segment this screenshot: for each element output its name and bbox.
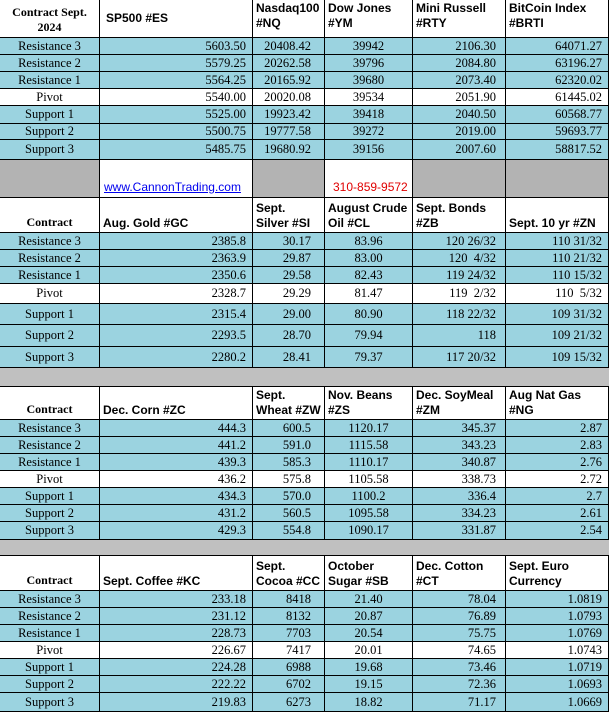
level-value: 434.3 <box>100 488 253 505</box>
column-header <box>325 0 413 38</box>
level-value: 2385.8 <box>100 233 253 250</box>
column-header-label: Contract <box>26 402 73 416</box>
column-header-label: Sept. Cocoa #CC <box>256 559 321 588</box>
level-value: 441.2 <box>100 437 253 454</box>
column-header-label: October Sugar #SB <box>328 559 389 588</box>
column-header <box>413 387 506 420</box>
level-value: 439.3 <box>100 454 253 471</box>
level-value: 19680.92 <box>253 140 325 160</box>
level-value: 5564.25 <box>100 72 253 89</box>
level-value: 2040.50 <box>413 106 506 124</box>
column-header <box>325 198 413 233</box>
level-value: 222.22 <box>100 676 253 693</box>
column-header <box>413 556 506 591</box>
level-value: 78.04 <box>413 591 506 608</box>
section-separator <box>0 540 609 556</box>
level-value: 1100.2 <box>325 488 413 505</box>
level-value: 21.40 <box>325 591 413 608</box>
level-value: 76.89 <box>413 608 506 625</box>
level-value: 117 20/32 <box>413 347 506 368</box>
level-value: 61445.02 <box>506 89 609 106</box>
column-header-label: Aug Nat Gas #NG <box>509 388 582 417</box>
level-value: 110 15/32 <box>506 267 609 284</box>
section-separator <box>0 160 609 198</box>
level-value: 2315.4 <box>100 304 253 325</box>
level-value: 64071.27 <box>506 38 609 55</box>
level-value: 20.87 <box>325 608 413 625</box>
level-value: 2051.90 <box>413 89 506 106</box>
level-value: 2.72 <box>506 471 609 488</box>
level-value: 62320.02 <box>506 72 609 89</box>
resistance-3-row-label: Resistance 3 <box>0 420 100 437</box>
level-value: 2.87 <box>506 420 609 437</box>
level-value: 340.87 <box>413 454 506 471</box>
level-value: 2.7 <box>506 488 609 505</box>
level-value: 2007.60 <box>413 140 506 160</box>
level-value: 2019.00 <box>413 124 506 140</box>
column-header-label: August Crude Oil #CL <box>328 201 408 230</box>
level-value: 39796 <box>325 55 413 72</box>
level-value: 5540.00 <box>100 89 253 106</box>
separator-cell <box>506 160 609 197</box>
level-value: 6273 <box>253 693 325 712</box>
column-header <box>506 0 609 38</box>
level-value: 83.96 <box>325 233 413 250</box>
column-header-label: Sept. Silver #SI <box>256 201 311 230</box>
level-value: 336.4 <box>413 488 506 505</box>
level-value: 2280.2 <box>100 347 253 368</box>
level-value: 5579.25 <box>100 55 253 72</box>
level-value: 2106.30 <box>413 38 506 55</box>
level-value: 39272 <box>325 124 413 140</box>
level-value: 228.73 <box>100 625 253 642</box>
resistance-2-row-label: Resistance 2 <box>0 437 100 454</box>
level-value: 18.82 <box>325 693 413 712</box>
support-3-row-label: Support 3 <box>0 693 100 712</box>
level-value: 1.0743 <box>506 642 609 659</box>
column-header-label: Contract <box>26 573 73 587</box>
column-header-label: Dec. SoyMeal #ZM <box>416 388 494 417</box>
level-value: 1.0669 <box>506 693 609 712</box>
separator-cell <box>413 160 506 197</box>
pivot-row-label: Pivot <box>0 284 100 304</box>
level-value: 2.61 <box>506 505 609 522</box>
level-value: 226.67 <box>100 642 253 659</box>
column-header-label: Mini Russell #RTY <box>416 1 487 30</box>
level-value: 39680 <box>325 72 413 89</box>
phone-number: 310-859-9572 <box>333 180 408 194</box>
level-value: 331.87 <box>413 522 506 540</box>
level-value: 2073.40 <box>413 72 506 89</box>
resistance-3-row-label: Resistance 3 <box>0 591 100 608</box>
column-header-label: Sept. Euro Currency <box>509 559 570 588</box>
level-value: 71.17 <box>413 693 506 712</box>
level-value: 2084.80 <box>413 55 506 72</box>
column-header-label: Nasdaq100 #NQ <box>256 1 320 30</box>
support-1-row-label: Support 1 <box>0 488 100 505</box>
column-header <box>253 387 325 420</box>
column-header <box>253 0 325 38</box>
level-value: 20165.92 <box>253 72 325 89</box>
level-value: 82.43 <box>325 267 413 284</box>
column-header <box>413 198 506 233</box>
support-2-row-label: Support 2 <box>0 325 100 347</box>
support-1-row-label: Support 1 <box>0 659 100 676</box>
level-value: 1115.58 <box>325 437 413 454</box>
level-value: 39534 <box>325 89 413 106</box>
level-value: 2328.7 <box>100 284 253 304</box>
support-2-row-label: Support 2 <box>0 505 100 522</box>
support-3-row-label: Support 3 <box>0 140 100 160</box>
level-value: 29.87 <box>253 250 325 267</box>
level-value: 29.29 <box>253 284 325 304</box>
column-header <box>0 556 100 591</box>
level-value: 1.0769 <box>506 625 609 642</box>
level-value: 20020.08 <box>253 89 325 106</box>
column-header-label: Sept. 10 yr #ZN <box>509 216 596 230</box>
level-value: 5525.00 <box>100 106 253 124</box>
column-header <box>506 198 609 233</box>
level-value: 1095.58 <box>325 505 413 522</box>
level-value: 83.00 <box>325 250 413 267</box>
level-value: 119 24/32 <box>413 267 506 284</box>
column-header <box>100 556 253 591</box>
level-value: 338.73 <box>413 471 506 488</box>
column-header-label: Dec. Cotton #CT <box>416 559 484 588</box>
support-1-row-label: Support 1 <box>0 106 100 124</box>
level-value: 7417 <box>253 642 325 659</box>
support-2-row-label: Support 2 <box>0 124 100 140</box>
level-value: 2293.5 <box>100 325 253 347</box>
level-value: 224.28 <box>100 659 253 676</box>
level-value: 59693.77 <box>506 124 609 140</box>
level-value: 575.8 <box>253 471 325 488</box>
level-value: 79.37 <box>325 347 413 368</box>
level-value: 72.36 <box>413 676 506 693</box>
resistance-3-row-label: Resistance 3 <box>0 38 100 55</box>
column-header <box>100 0 253 38</box>
level-value: 554.8 <box>253 522 325 540</box>
column-header <box>325 387 413 420</box>
level-value: 110 21/32 <box>506 250 609 267</box>
resistance-3-row-label: Resistance 3 <box>0 233 100 250</box>
level-value: 30.17 <box>253 233 325 250</box>
level-value: 345.37 <box>413 420 506 437</box>
level-value: 591.0 <box>253 437 325 454</box>
column-header <box>253 556 325 591</box>
column-header <box>506 556 609 591</box>
level-value: 2.83 <box>506 437 609 454</box>
separator-cell <box>253 160 325 197</box>
column-header-label: Sept. Wheat #ZW <box>256 388 321 417</box>
level-value: 1.0719 <box>506 659 609 676</box>
separator-cell <box>0 160 100 197</box>
column-header <box>0 0 100 38</box>
level-value: 219.83 <box>100 693 253 712</box>
level-value: 1120.17 <box>325 420 413 437</box>
level-value: 8132 <box>253 608 325 625</box>
column-header-label: Sept. Coffee #KC <box>103 574 201 588</box>
pivot-row-label: Pivot <box>0 89 100 106</box>
level-value: 7703 <box>253 625 325 642</box>
resistance-2-row-label: Resistance 2 <box>0 55 100 72</box>
level-value: 118 <box>413 325 506 347</box>
level-value: 1110.17 <box>325 454 413 471</box>
column-header <box>0 198 100 233</box>
level-value: 109 15/32 <box>506 347 609 368</box>
column-header-label: Sept. Bonds #ZB <box>416 201 487 230</box>
support-3-row-label: Support 3 <box>0 522 100 540</box>
level-value: 343.23 <box>413 437 506 454</box>
level-value: 29.58 <box>253 267 325 284</box>
website-link[interactable]: www.CannonTrading.com <box>104 180 241 194</box>
level-value: 29.00 <box>253 304 325 325</box>
level-value: 120 4/32 <box>413 250 506 267</box>
support-2-row-label: Support 2 <box>0 676 100 693</box>
level-value: 60568.77 <box>506 106 609 124</box>
level-value: 1.0819 <box>506 591 609 608</box>
level-value: 5603.50 <box>100 38 253 55</box>
level-value: 19777.58 <box>253 124 325 140</box>
level-value: 1105.58 <box>325 471 413 488</box>
level-value: 231.12 <box>100 608 253 625</box>
support-3-row-label: Support 3 <box>0 347 100 368</box>
level-value: 2.76 <box>506 454 609 471</box>
level-value: 5500.75 <box>100 124 253 140</box>
support-1-row-label: Support 1 <box>0 304 100 325</box>
level-value: 8418 <box>253 591 325 608</box>
level-value: 39418 <box>325 106 413 124</box>
level-value: 429.3 <box>100 522 253 540</box>
level-value: 109 31/32 <box>506 304 609 325</box>
level-value: 233.18 <box>100 591 253 608</box>
level-value: 119 2/32 <box>413 284 506 304</box>
column-header <box>253 198 325 233</box>
level-value: 2.54 <box>506 522 609 540</box>
level-value: 20.01 <box>325 642 413 659</box>
column-header-label: BitCoin Index #BRTI <box>509 1 587 30</box>
level-value: 20262.58 <box>253 55 325 72</box>
level-value: 1.0693 <box>506 676 609 693</box>
level-value: 20408.42 <box>253 38 325 55</box>
level-value: 570.0 <box>253 488 325 505</box>
level-value: 28.70 <box>253 325 325 347</box>
level-value: 19.15 <box>325 676 413 693</box>
column-header-label: Contract <box>26 215 73 229</box>
pivot-row-label: Pivot <box>0 471 100 488</box>
level-value: 2350.6 <box>100 267 253 284</box>
column-header <box>413 0 506 38</box>
column-header <box>506 387 609 420</box>
level-value: 79.94 <box>325 325 413 347</box>
level-value: 5485.75 <box>100 140 253 160</box>
level-value: 39942 <box>325 38 413 55</box>
resistance-1-row-label: Resistance 1 <box>0 267 100 284</box>
level-value: 28.41 <box>253 347 325 368</box>
resistance-2-row-label: Resistance 2 <box>0 608 100 625</box>
level-value: 436.2 <box>100 471 253 488</box>
level-value: 600.5 <box>253 420 325 437</box>
level-value: 75.75 <box>413 625 506 642</box>
level-value: 444.3 <box>100 420 253 437</box>
column-header-label: Nov. Beans #ZS <box>328 388 393 417</box>
level-value: 1090.17 <box>325 522 413 540</box>
level-value: 39156 <box>325 140 413 160</box>
resistance-1-row-label: Resistance 1 <box>0 454 100 471</box>
column-header-label: Dow Jones #YM <box>328 1 392 30</box>
level-value: 334.23 <box>413 505 506 522</box>
level-value: 120 26/32 <box>413 233 506 250</box>
column-header-label: SP500 #ES <box>106 11 169 25</box>
column-header-label: Aug. Gold #GC <box>103 216 189 230</box>
level-value: 560.5 <box>253 505 325 522</box>
level-value: 20.54 <box>325 625 413 642</box>
column-header <box>0 387 100 420</box>
level-value: 73.46 <box>413 659 506 676</box>
resistance-1-row-label: Resistance 1 <box>0 625 100 642</box>
level-value: 1.0793 <box>506 608 609 625</box>
pivot-row-label: Pivot <box>0 642 100 659</box>
level-value: 80.90 <box>325 304 413 325</box>
level-value: 19923.42 <box>253 106 325 124</box>
level-value: 6702 <box>253 676 325 693</box>
column-header-label: Contract Sept. 2024 <box>12 5 87 34</box>
column-header <box>100 387 253 420</box>
level-value: 74.65 <box>413 642 506 659</box>
level-value: 81.47 <box>325 284 413 304</box>
resistance-1-row-label: Resistance 1 <box>0 72 100 89</box>
level-value: 58817.52 <box>506 140 609 160</box>
column-header-label: Dec. Corn #ZC <box>103 403 186 417</box>
section-separator <box>0 368 609 387</box>
column-header <box>325 556 413 591</box>
level-value: 19.68 <box>325 659 413 676</box>
level-value: 63196.27 <box>506 55 609 72</box>
level-value: 431.2 <box>100 505 253 522</box>
resistance-2-row-label: Resistance 2 <box>0 250 100 267</box>
level-value: 118 22/32 <box>413 304 506 325</box>
level-value: 110 5/32 <box>506 284 609 304</box>
level-value: 2363.9 <box>100 250 253 267</box>
level-value: 6988 <box>253 659 325 676</box>
level-value: 585.3 <box>253 454 325 471</box>
level-value: 109 21/32 <box>506 325 609 347</box>
column-header <box>100 198 253 233</box>
level-value: 110 31/32 <box>506 233 609 250</box>
